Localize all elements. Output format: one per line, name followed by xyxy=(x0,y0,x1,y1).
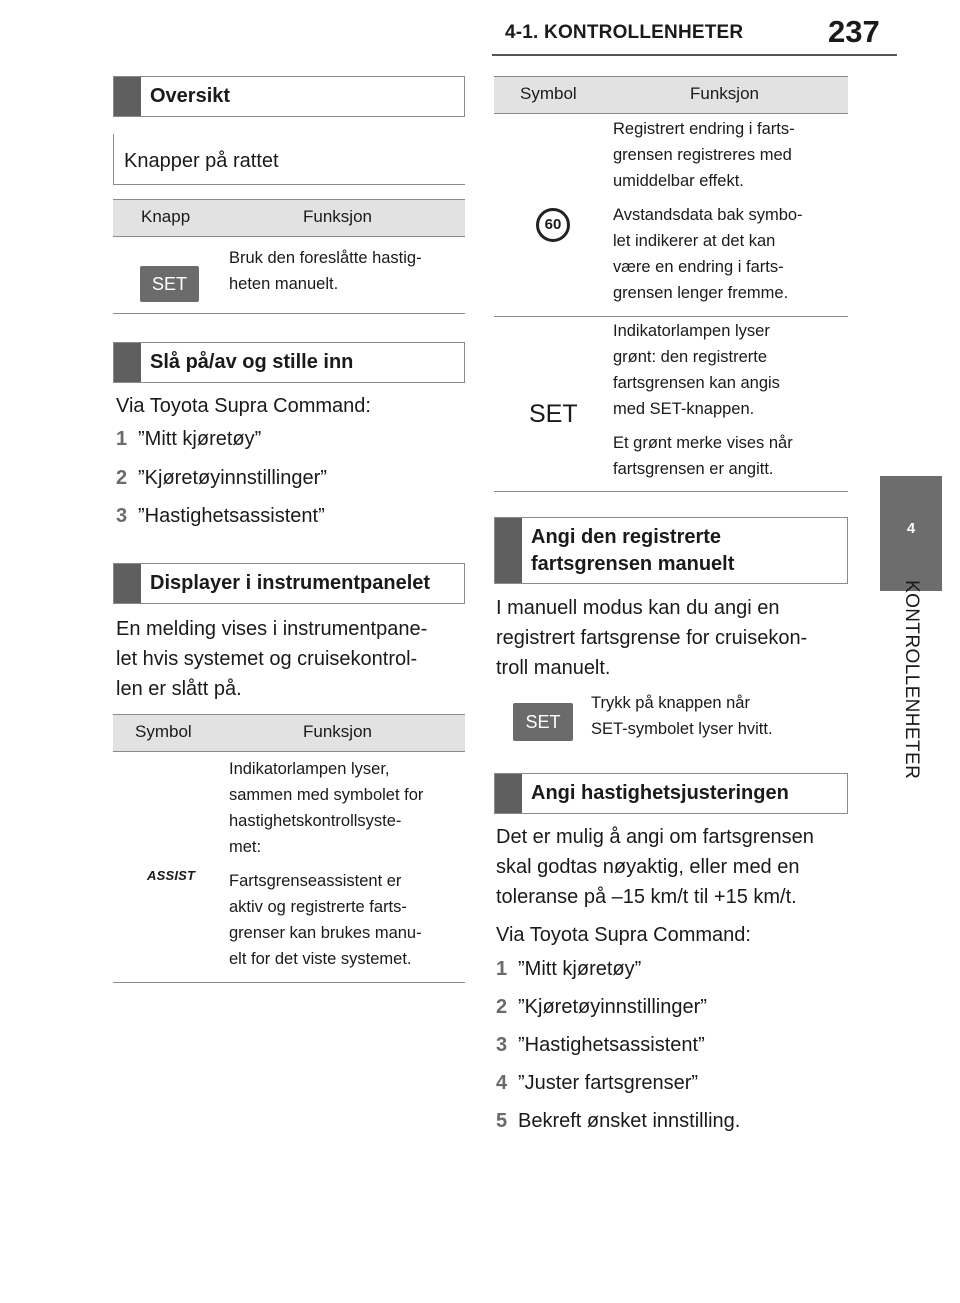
table2-bottom-rule xyxy=(113,982,465,983)
speed-limit-60-icon: 60 xyxy=(536,208,570,242)
list-item: 1 ”Mitt kjøretøy” xyxy=(496,958,642,980)
section-title: Slå på/av og stille inn xyxy=(150,351,354,373)
list-item: 3 ”Hastighetsassistent” xyxy=(496,1034,705,1056)
via-text: Via Toyota Supra Command: xyxy=(496,924,751,946)
page-number: 237 xyxy=(828,14,880,49)
table3-row2-text2: Et grønt merke vises når fartsgrensen er angitt. xyxy=(613,434,793,478)
section-angi-registrerte xyxy=(494,517,848,584)
set-button-icon: SET xyxy=(513,703,573,741)
section-title: Angi den registrerte fartsgrensen manuelt xyxy=(531,526,735,575)
section-displayer xyxy=(113,563,465,604)
table1-header xyxy=(113,199,465,237)
section-bar xyxy=(495,774,522,813)
list-item: 2 ”Kjøretøyinnstillinger” xyxy=(496,996,707,1018)
table1-col-knapp: Knapp xyxy=(141,207,191,226)
section-bar xyxy=(114,343,141,382)
table3-bottom-rule xyxy=(494,491,848,492)
list-item: 2 ”Kjøretøyinnstillinger” xyxy=(116,467,327,489)
table2-col-funksjon: Funksjon xyxy=(303,722,372,741)
set-button-description: Trykk på knappen når SET-symbolet lyser hvitt. xyxy=(591,694,773,738)
section-bar xyxy=(495,518,522,583)
table3-row2-text1: Indikatorlampen lyser grønt: den registrerte fartsgrensen kan angis med SET-knappen. xyxy=(613,322,780,418)
section-angi-hastighet xyxy=(494,773,848,814)
subsection-title: Knapper på rattet xyxy=(124,150,279,172)
table2-cell-text2: Fartsgrenseassistent er aktiv og registrerte farts- grenser kan brukes manu- elt for det viste systemet. xyxy=(229,872,422,968)
list-item: 5 Bekreft ønsket innstilling. xyxy=(496,1110,741,1132)
section-sla-pa-av xyxy=(113,342,465,383)
tolerance-paragraph: Det er mulig å angi om fartsgrensen skal godtas nøyaktig, eller med en toleranse på –15 km/t til +15 km/t. xyxy=(496,826,814,908)
table2-cell-text1: Indikatorlampen lyser, sammen med symbolet for hastighetskontrollsyste- met: xyxy=(229,760,424,856)
section-title: Angi hastighetsjusteringen xyxy=(531,782,789,804)
list-item: 3 ”Hastighetsassistent” xyxy=(116,505,325,527)
table3-row-divider xyxy=(494,316,848,317)
header-divider xyxy=(492,54,897,56)
table3-header xyxy=(494,76,848,114)
table3-col-symbol: Symbol xyxy=(520,84,577,103)
manual-mode-paragraph: I manuell modus kan du angi en registrert fartsgrense for cruisekon- troll manuelt. xyxy=(496,597,808,679)
set-symbol-icon: SET xyxy=(529,400,578,428)
section-title: Oversikt xyxy=(150,85,231,107)
table1-cell-text: Bruk den foreslåtte hastig- heten manuelt. xyxy=(229,249,422,293)
table1-bottom-rule xyxy=(113,313,465,314)
table3-col-funksjon: Funksjon xyxy=(690,84,759,103)
section-title: Displayer i instrumentpanelet xyxy=(150,572,431,594)
via-text: Via Toyota Supra Command: xyxy=(116,395,371,417)
chapter-tab-label: KONTROLLENHETER xyxy=(901,580,922,780)
table3-row1-text1: Registrert endring i farts- grensen registreres med umiddelbar effekt. xyxy=(613,120,795,190)
list-item: 4 ”Juster fartsgrenser” xyxy=(496,1072,699,1094)
table3-row1-text2: Avstandsdata bak symbo- let indikerer at det kan være en endring i farts- grensen lenger fremme. xyxy=(613,206,803,302)
subsection-knapper xyxy=(113,134,465,185)
table1-col-funksjon: Funksjon xyxy=(303,207,372,226)
chapter-tab-label-wrap xyxy=(898,580,922,810)
chapter-tab-number: 4 xyxy=(906,520,916,537)
intro-paragraph: En melding vises i instrumentpane- let hvis systemet og cruisekontrol- len er slått på. xyxy=(116,618,428,700)
table2-col-symbol: Symbol xyxy=(135,722,192,741)
table2-header xyxy=(113,714,465,752)
section-bar xyxy=(114,564,141,603)
section-bar xyxy=(114,77,141,116)
set-button-icon: SET xyxy=(140,266,199,302)
assist-symbol-icon: ASSIST xyxy=(147,868,196,883)
chapter-title: 4-1. KONTROLLENHETER xyxy=(505,22,744,43)
section-oversikt xyxy=(113,76,465,117)
list-item: 1 ”Mitt kjøretøy” xyxy=(116,428,262,450)
